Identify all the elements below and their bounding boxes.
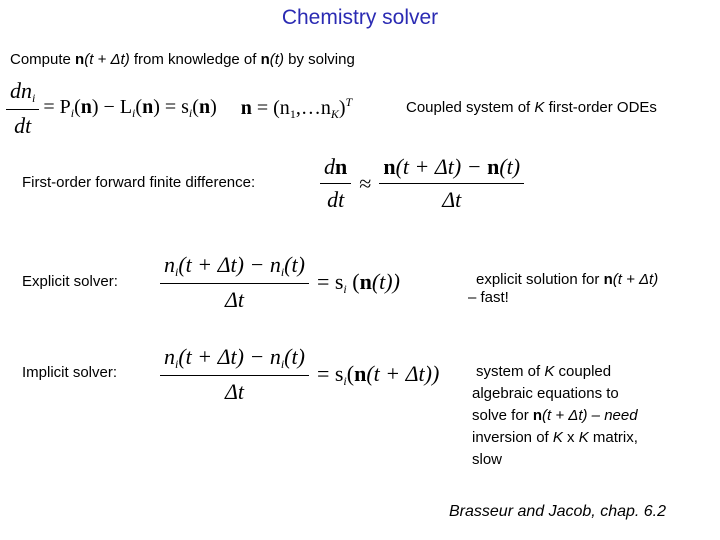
ode-vector-def [241, 95, 352, 122]
ode-rhs-sub-s: i [188, 106, 193, 120]
ode-note-suffix: first-order ODEs [544, 99, 657, 116]
ode-rhs-sub-l: i [132, 106, 136, 120]
intro-middle: from knowledge of [129, 51, 261, 68]
ode-note [406, 99, 657, 117]
explicit-den: Δt [224, 287, 244, 312]
intro-arg1: (t + Δt) [84, 51, 130, 68]
explicit-num-b-sub: i [280, 265, 285, 279]
implicit-note-l4-x: x [562, 429, 579, 446]
explicit-note-n: n [603, 271, 613, 288]
explicit-num-a-arg: (t + Δt) − n [178, 252, 281, 277]
ode-vector-n: n [240, 97, 252, 119]
intro-line [10, 51, 355, 69]
forward-label: First-order forward finite difference: [22, 174, 256, 191]
intro-vector-n2: n [260, 51, 270, 68]
implicit-note-l1-prefix: system of [476, 363, 545, 380]
page-title: Chemistry solver [281, 6, 439, 29]
ode-num: dn [10, 78, 32, 103]
intro-prefix: Compute [10, 51, 76, 68]
ode-rhs: = $P_i(n) - L_i(n) = s_i(n)$ [43, 96, 217, 120]
implicit-rhs-open: ( [346, 360, 355, 386]
ode-vector-eq: = (n [251, 97, 290, 119]
ode-vector-close: ) [338, 97, 346, 119]
implicit-num-b-arg: (t) [284, 344, 305, 369]
explicit-equation [160, 252, 400, 313]
forward-rhs [379, 154, 524, 213]
implicit-num-a: n [164, 344, 175, 369]
explicit-num-a-sub: i [175, 265, 179, 279]
forward-rhs-n1: n [383, 154, 396, 179]
implicit-note-l3-prefix: solve for [472, 407, 533, 424]
forward-lhs-n: n [335, 154, 348, 179]
ode-note-k: K [534, 99, 545, 116]
implicit-note-l2: algebraic equations to [472, 385, 619, 402]
explicit-rhs-arg: (t)) [371, 268, 400, 294]
implicit-label: Implicit solver: [22, 364, 118, 381]
forward-approx: ≈ [359, 170, 372, 196]
ode-vector-mid: ,…n [295, 97, 331, 119]
implicit-note-l4-prefix: inversion of [472, 429, 553, 446]
explicit-label: Explicit solver: [22, 273, 118, 290]
forward-equation [320, 154, 524, 213]
implicit-num-a-arg: (t + Δt) − n [178, 344, 281, 369]
intro-arg2: (t) [269, 51, 284, 68]
ode-rhs-eq: ) = s [153, 96, 189, 118]
forward-rhs-arg1: (t + Δt) − [395, 154, 488, 179]
explicit-num-a: n [164, 252, 175, 277]
ode-vector-sub1: 1 [289, 107, 296, 121]
ode-den: dt [14, 113, 32, 138]
forward-rhs-arg2: (t) [499, 154, 521, 179]
implicit-note-l5: slow [472, 451, 503, 468]
ode-rhs-sub-p: i [70, 106, 75, 120]
ode-rhs-n3: n [198, 96, 211, 118]
forward-rhs-n2: n [487, 154, 500, 179]
implicit-fraction [160, 344, 309, 405]
implicit-rhs-eq: = s [316, 360, 344, 386]
intro-vector-n: n [75, 51, 85, 68]
ode-rhs-n1: n [80, 96, 92, 118]
explicit-rhs-open: ( [346, 268, 360, 294]
explicit-note-arg: (t + Δt) [612, 271, 659, 288]
explicit-note-prefix: explicit solution for [476, 271, 604, 288]
ode-derivative [6, 78, 39, 139]
forward-lhs-den: dt [327, 187, 345, 212]
explicit-fraction [160, 252, 309, 313]
implicit-note [472, 361, 638, 471]
implicit-rhs-sub: i [343, 373, 347, 388]
implicit-note-l1-suffix: coupled [554, 363, 612, 380]
ode-equation [6, 78, 352, 139]
ode-note-prefix: Coupled system of [406, 99, 535, 116]
implicit-rhs [317, 361, 439, 389]
ode-rhs-n2: n [142, 96, 154, 118]
explicit-rhs-sub: i [343, 281, 347, 296]
ode-rhs-p: = P [43, 96, 71, 118]
intro-suffix: by solving [283, 51, 355, 68]
implicit-num-b-sub: i [280, 357, 285, 371]
ode-num-sub: i [32, 91, 36, 105]
explicit-note [468, 271, 658, 307]
ode-rhs-minus: ) − L [91, 96, 133, 118]
implicit-note-l4-k2: K [578, 429, 589, 446]
reference-citation: Brasseur and Jacob, chap. 6.2 [449, 503, 667, 520]
explicit-rhs-eq: = s [316, 268, 344, 294]
explicit-note-line2: – fast! [468, 289, 509, 306]
implicit-note-l4-suffix: matrix, [588, 429, 638, 446]
explicit-rhs-n: n [359, 268, 372, 294]
forward-rhs-den: Δt [442, 187, 462, 212]
implicit-equation [160, 344, 439, 405]
implicit-rhs-n: n [354, 360, 367, 386]
implicit-note-l3-arg: (t + Δt) – need [542, 407, 638, 424]
ode-vector-subk: K [330, 107, 339, 121]
implicit-den: Δt [224, 379, 244, 404]
implicit-note-l3-n: n [532, 407, 543, 424]
explicit-num-b-arg: (t) [284, 252, 305, 277]
forward-lhs [320, 154, 351, 213]
forward-lhs-d: d [324, 154, 335, 179]
implicit-num-a-sub: i [175, 357, 179, 371]
implicit-note-l4-k1: K [552, 429, 563, 446]
explicit-rhs [317, 269, 400, 297]
implicit-rhs-arg: (t + Δt)) [366, 360, 440, 386]
implicit-note-l1-k: K [544, 363, 555, 380]
ode-vector-t: T [345, 95, 353, 109]
